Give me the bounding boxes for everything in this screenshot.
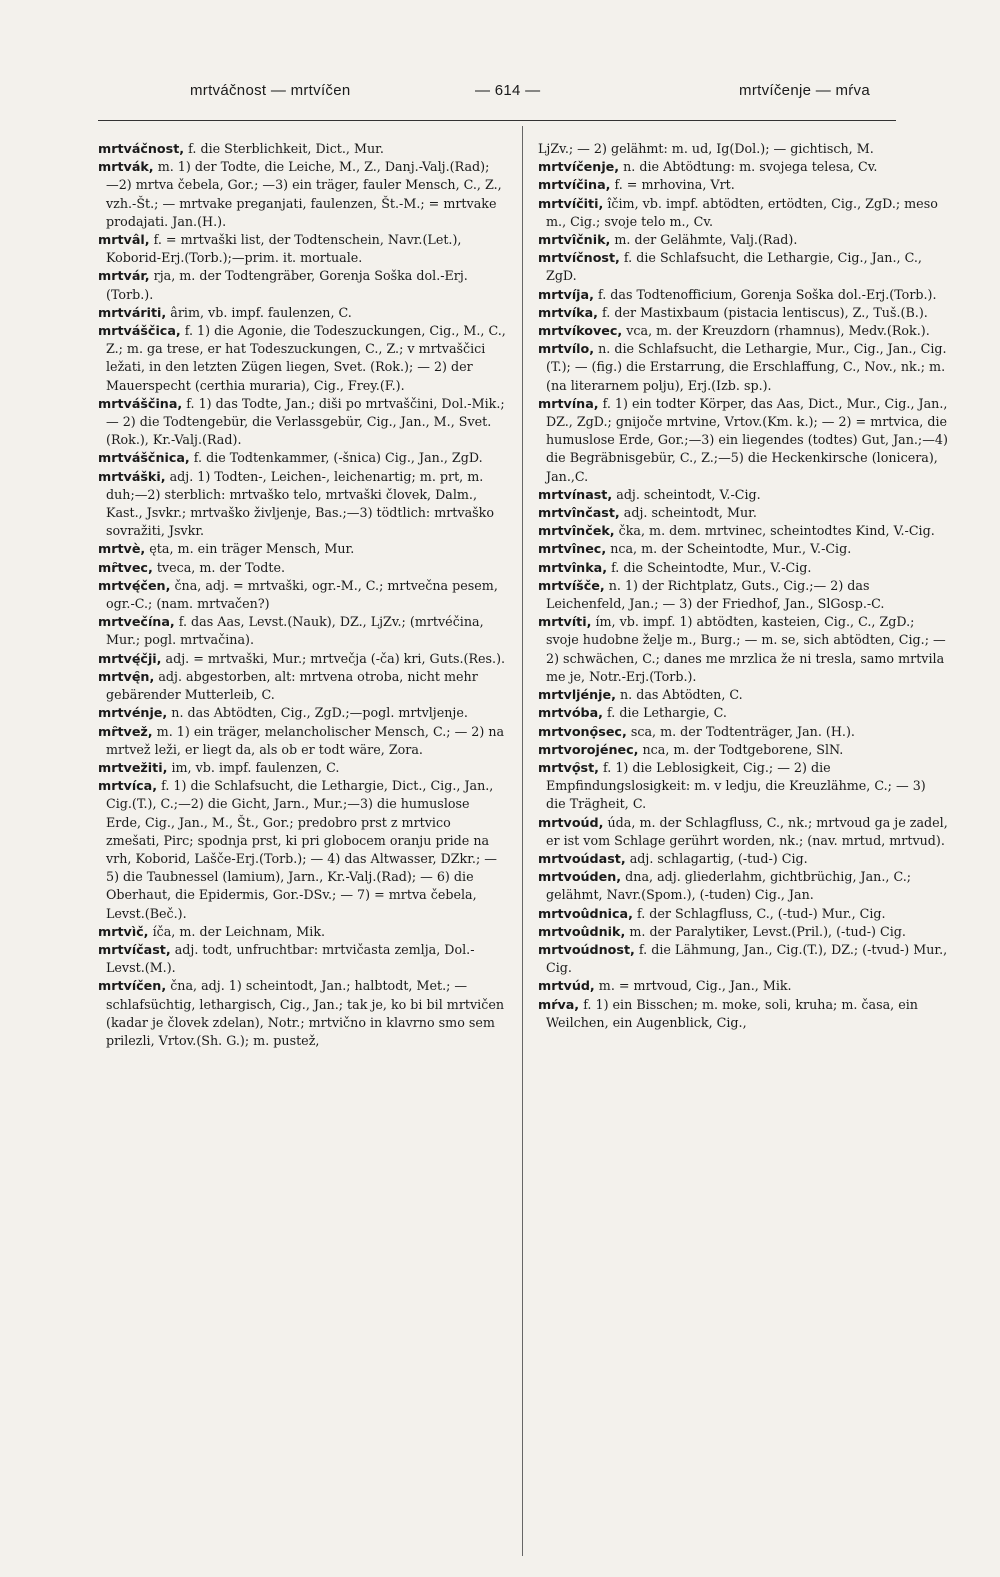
entry-definition: ęta, m. ein träger Mensch, Mur. <box>149 541 355 557</box>
dictionary-entry <box>538 741 948 759</box>
entry-definition: f. 1) ein todter Körper, das Aas, Dict., Mur., Cig., Jan., DZ., ZgD.; gnijoče mrtvine, Vrtov.(Km. k.); — 2) = mrtvica, die humuslose Erde, Gor.;—3) ein liegendes (todtes) Gut, Jan.;—4) die Begräbnisgebür, C., Z.;—5) die Heckenkirsche (lonicera), Jan.,C. <box>546 395 948 484</box>
dictionary-entry <box>98 613 506 649</box>
entry-headword: mrtvoûdnik, <box>538 923 626 939</box>
entry-headword: mrtvílo, <box>538 341 595 357</box>
entry-definition: im, vb. impf. faulenzen, C. <box>171 759 340 775</box>
entry-headword: mrtváščnica, <box>98 450 190 466</box>
entry-definition: ârim, vb. impf. faulenzen, C. <box>170 304 352 320</box>
dictionary-entry <box>98 668 506 704</box>
entry-headword: mrtvíčast, <box>98 941 171 957</box>
dictionary-entry <box>98 267 506 303</box>
entry-headword: mrtvę́čen, <box>98 577 171 593</box>
entry-headword: mrtvoúdast, <box>538 850 626 866</box>
entry-definition: úda, m. der Schlagfluss, C., nk.; mrtvoud ga je zadel, er ist vom Schlage gerührt worden, nk.; (nav. mrtud, mrtvud). <box>546 814 948 848</box>
entry-definition: adj. scheintodt, V.-Cig. <box>616 486 761 502</box>
entry-headword: mrtváški, <box>98 468 166 484</box>
entry-definition: f. das Todtenofficium, Gorenja Soška dol.-Erj.(Torb.). <box>597 286 937 302</box>
entry-definition: čna, adj. = mrtvaški, ogr.-M., C.; mrtvečna pesem, ogr.-C.; (nam. mrtvačen?) <box>106 577 498 612</box>
entry-definition: nca, m. der Todtgeborene, SlN. <box>642 741 844 757</box>
entry-definition: f. der Schlagfluss, C., (-tud-) Mur., Cig. <box>636 905 886 921</box>
dictionary-entry <box>538 613 948 686</box>
entry-headword: mrtvoûdnica, <box>538 905 633 921</box>
dictionary-entry <box>538 996 948 1032</box>
entry-definition: ím, vb. impf. 1) abtödten, kasteien, Cig., C., ZgD.; svoje hudobne želje m., Burg.; — m. se, sich abtödten, Cig.; — 2) schwächen, C.; danes me mrzlica že ni tresla, samo mrtvila me je, Notr.-Erj.(Torb.). <box>546 614 946 684</box>
entry-definition: n. die Schlafsucht, die Lethargie, Mur., Cig., Jan., Cig.(T.); — (fig.) die Erstarrung, die Erschlaffung, C., Nov., nk.; m. (na literarnem polju), Erj.(Izb. sp.). <box>546 341 947 393</box>
entry-headword: mrtvíčnost, <box>538 250 620 266</box>
page-header <box>190 78 870 104</box>
dictionary-entry <box>538 559 948 577</box>
entry-headword: mrtvorojénec, <box>538 741 639 757</box>
entry-headword: mrtváriti, <box>98 304 167 320</box>
entry-definition: čka, m. dem. mrtvinec, scheintodtes Kind, V.-Cig. <box>618 523 935 539</box>
entry-headword: mrtvíčen, <box>98 978 167 994</box>
dictionary-entry <box>98 977 506 1050</box>
entry-definition: f. die Sterblichkeit, Dict., Mur. <box>188 141 384 156</box>
dictionary-entry <box>538 195 948 231</box>
dictionary-entry <box>98 304 506 322</box>
entry-definition: adj. scheintodt, Mur. <box>623 505 757 521</box>
dictionary-entry <box>98 559 506 577</box>
header-rule <box>98 120 896 121</box>
entry-headword: mrtvoúd, <box>538 814 604 830</box>
dictionary-entry <box>538 340 948 395</box>
dictionary-entry <box>538 304 948 322</box>
entry-headword: mȓtvež, <box>98 723 153 739</box>
entry-headword: mrtvíka, <box>538 304 598 320</box>
dictionary-entry <box>538 868 948 904</box>
entry-headword: mrtvîčnik, <box>538 232 611 248</box>
entry-definition: f. die Lethargie, C. <box>607 705 727 721</box>
dictionary-entry <box>98 577 506 613</box>
entry-headword: mrtvečína, <box>98 614 175 630</box>
entry-definition: m. der Paralytiker, Levst.(Pril.), (-tud-) Cig. <box>629 923 906 939</box>
dictionary-entry <box>538 905 948 923</box>
dictionary-entry <box>538 486 948 504</box>
entry-definition: sca, m. der Todtenträger, Jan. (H.). <box>630 723 855 739</box>
entry-definition: dna, adj. gliederlahm, gichtbrüchig, Jan., C.; gelähmt, Navr.(Spom.), (-tuden) Cig., Jan. <box>546 869 912 903</box>
entry-headword: mrtvę̑n, <box>98 668 155 684</box>
entry-definition: m. 1) der Todte, die Leiche, M., Z., Danj.-Valj.(Rad); —2) mrtva čebela, Gor.; —3) ein träger, fauler Mensch, C., Z., vzh.-Št.; — mrtvake preganjati, faulenzen, Št.-M.; = mrtvake prodajati. Jan.(H.). <box>106 159 502 229</box>
dictionary-entry <box>538 395 948 486</box>
entry-headword: mrtvljénje, <box>538 687 616 703</box>
dictionary-entry <box>538 540 948 558</box>
entry-headword: mrtvînec, <box>538 541 607 557</box>
dictionary-entry <box>538 286 948 304</box>
dictionary-entry <box>538 504 948 522</box>
entry-headword: mrtvénje, <box>98 705 168 721</box>
entry-definition: vca, m. der Kreuzdorn (rhamnus), Medv.(Rok.). <box>626 323 930 339</box>
dictionary-entry <box>98 468 506 541</box>
entry-headword: mrtvíca, <box>98 778 158 794</box>
entry-headword: mrtváčnost, <box>98 141 185 156</box>
dictionary-entry <box>98 322 506 395</box>
entry-headword: mrtvíšče, <box>538 577 605 593</box>
entry-headword: mrtvonọ̑sec, <box>538 723 627 739</box>
entry-headword: mrtvóba, <box>538 705 603 721</box>
entry-headword: mrtvínast, <box>538 486 613 502</box>
entry-definition: f. = mrhovina, Vrt. <box>614 177 735 193</box>
dictionary-entry <box>538 249 948 285</box>
entry-definition: m. 1) ein träger, melancholischer Mensch, C.; — 2) na mrtvež leži, er liegt da, als ob er todt wäre, Zora. <box>106 723 505 757</box>
entry-definition: adj. schlagartig, (-tud-) Cig. <box>629 850 808 866</box>
entry-headword: mrtvák, <box>98 159 154 175</box>
page-number: — 614 — <box>475 82 541 99</box>
entry-headword: mrtvę́čji, <box>98 650 162 666</box>
entry-definition: f. die Lähmung, Jan., Cig.(T.), DZ.; (-tvud-) Mur., Cig. <box>546 941 948 976</box>
column-divider <box>522 126 523 1556</box>
entry-definition: f. 1) die Leblosigkeit, Cig.; — 2) die Empfindungslosigkeit: m. v ledju, die Kreuzlähme, C.; — 3) die Trägheit, C. <box>546 759 926 812</box>
entry-definition: nca, m. der Scheintodte, Mur., V.-Cig. <box>610 541 852 557</box>
entry-definition: íča, m. der Leichnam, Mik. <box>152 923 326 939</box>
dictionary-entry <box>98 140 506 158</box>
dictionary-entry <box>98 231 506 267</box>
dictionary-entry <box>98 941 506 977</box>
header-left-guide-words: mrtváčnost — mrtvíčen <box>190 82 351 99</box>
dictionary-entry <box>538 686 948 704</box>
entry-headword: mrtvár, <box>98 268 150 284</box>
entry-definition: adj. abgestorben, alt: mrtvena otroba, nicht mehr gebärender Mutterleib, C. <box>106 668 478 703</box>
entry-headword: mrtvežiti, <box>98 759 168 775</box>
entry-definition: f. 1) die Schlafsucht, die Lethargie, Dict., Cig., Jan., Cig.(T.), C.;—2) die Gicht, Jarn., Mur.;—3) die humuslose Erde, Cig., Jan., M., Št., Gor.; predobro prst z mrtvico zmešati, Pirc; spodnja prst, ki pri globocem oranju pride na vrh, Koborid, Lašče-Erj.(Torb.); — 4) das Altwasser, DZkr.; — 5) die Taubnessel (lamium), Jarn., Kr.-Valj.(Rad); — 6) die Oberhaut, die Epidermis, Gor.-DSv.; — 7) = mrtva čebela, Levst.(Beč.). <box>106 778 497 921</box>
dictionary-entry <box>538 977 948 995</box>
entry-definition: f. das Aas, Levst.(Nauk), DZ., LjZv.; (mrtvéčina, Mur.; pogl. mrtvačina). <box>106 614 484 648</box>
entry-definition: f. 1) ein Bisschen; m. moke, soli, kruha; m. časa, ein Weilchen, ein Augenblick, Cig., <box>546 996 918 1030</box>
entry-definition: n. das Abtödten, Cig., ZgD.;—pogl. mrtvljenje. <box>171 705 468 721</box>
dictionary-entry <box>538 140 948 158</box>
entry-headword: mrtvíčiti, <box>538 195 604 211</box>
entry-headword: mrtvînčast, <box>538 505 620 521</box>
entry-definition: adj. todt, unfruchtbar: mrtvičasta zemlja, Dol.-Levst.(M.). <box>106 941 475 976</box>
entry-headword: mrtvíja, <box>538 286 594 302</box>
dictionary-entry <box>538 158 948 176</box>
dictionary-entry <box>538 704 948 722</box>
entry-headword: mrtváščina, <box>98 395 183 411</box>
entry-headword: mrtvíti, <box>538 614 592 630</box>
dictionary-entry <box>98 158 506 231</box>
dictionary-entry <box>98 449 506 467</box>
dictionary-entry <box>98 704 506 722</box>
dictionary-entry <box>538 322 948 340</box>
dictionary-entry <box>98 395 506 450</box>
dictionary-entry <box>98 777 506 923</box>
entry-definition: f. 1) die Agonie, die Todeszuckungen, Cig., M., C., Z.; m. ga trese, er hat Todeszuckungen, C., Z.; v mrtvaščici ležati, in den letzten Zügen liegen, Svet. (Rok.); — 2) der Mauerspecht (certhia muraria), Cig., Frey.(F.). <box>106 323 506 393</box>
dictionary-entry <box>538 759 948 814</box>
dictionary-entry <box>538 723 948 741</box>
right-column <box>538 140 948 1032</box>
entry-headword: mrtvînka, <box>538 559 608 575</box>
entry-headword: mrtvìč, <box>98 923 149 939</box>
entry-definition: n. das Abtödten, C. <box>619 687 743 703</box>
entry-headword: mrtvoúden, <box>538 869 622 885</box>
dictionary-entry <box>538 522 948 540</box>
entry-headword: mrtvíkovec, <box>538 323 623 339</box>
header-right-guide-words: mrtvíčenje — mŕva <box>739 82 870 99</box>
entry-headword: mrtvoúdnost, <box>538 941 635 957</box>
entry-definition: čna, adj. 1) scheintodt, Jan.; halbtodt, Met.; — schlafsüchtig, lethargisch, Cig., Jan.; tak je, ko bi bil mrtvičen (kadar je človek zdelan), Notr.; mrtvično in klavrno smo sem prilezli, Vrtov.(Sh. G.); m. pustež, <box>106 978 504 1048</box>
dictionary-entry <box>538 923 948 941</box>
entry-definition: f. = mrtvaški list, der Todtenschein, Navr.(Let.), Koborid-Erj.(Torb.);—prim. it. mortuale. <box>106 232 462 266</box>
entry-headword: mȓtvec, <box>98 559 153 575</box>
dictionary-entry <box>98 540 506 558</box>
entry-definition: n. die Abtödtung: m. svojega telesa, Cv. <box>623 159 878 175</box>
dictionary-entry <box>538 941 948 977</box>
entry-definition: rja, m. der Todtengräber, Gorenja Soška dol.-Erj.(Torb.). <box>106 268 468 302</box>
entry-headword: mrtvíčina, <box>538 177 611 193</box>
entry-definition: tveca, m. der Todte. <box>156 559 286 575</box>
entry-definition: îčim, vb. impf. abtödten, ertödten, Cig., ZgD.; meso m., Cig.; svoje telo m., Cv. <box>546 195 938 229</box>
dictionary-entry <box>98 650 506 668</box>
entry-definition: f. die Scheintodte, Mur., V.-Cig. <box>611 559 812 575</box>
entry-headword: mrtvâl, <box>98 232 150 248</box>
entry-headword: mrtvînček, <box>538 523 615 539</box>
entry-headword: mrtvè, <box>98 541 146 557</box>
entry-definition: f. die Schlafsucht, die Lethargie, Cig., Jan., C., ZgD. <box>546 250 922 284</box>
dictionary-entry <box>98 759 506 777</box>
dictionary-entry <box>538 814 948 850</box>
entry-definition: f. die Todtenkammer, (-šnica) Cig., Jan., ZgD. <box>193 450 483 466</box>
dictionary-entry <box>98 723 506 759</box>
entry-definition: LjZv.; — 2) gelähmt: m. ud, Ig(Dol.); — gichtisch, M. <box>538 141 874 156</box>
entry-headword: mrtvọ̑st, <box>538 759 599 775</box>
entry-definition: n. 1) der Richtplatz, Guts., Cig.;— 2) das Leichenfeld, Jan.; — 3) der Friedhof, Jan., SlGosp.-C. <box>546 577 885 612</box>
entry-definition: f. 1) das Todte, Jan.; diši po mrtvaščini, Dol.-Mik.; — 2) die Todtengebür, die Verlassgebür, Cig., Jan., M., Svet. (Rok.), Kr.-Valj.(Rad). <box>106 395 505 448</box>
entry-headword: mrtvúd, <box>538 978 595 994</box>
entry-definition: m. der Gelähmte, Valj.(Rad). <box>614 232 798 248</box>
dictionary-entry <box>98 923 506 941</box>
entry-definition: adj. = mrtvaški, Mur.; mrtvečja (-ča) kri, Guts.(Res.). <box>165 650 506 666</box>
dictionary-entry <box>538 850 948 868</box>
dictionary-entry <box>538 231 948 249</box>
entry-headword: mŕva, <box>538 996 580 1012</box>
entry-headword: mrtvína, <box>538 395 599 411</box>
entry-headword: mrtváščica, <box>98 323 181 339</box>
dictionary-entry <box>538 176 948 194</box>
entry-definition: adj. 1) Todten-, Leichen-, leichenartig; m. prt, m. duh;—2) sterblich: mrtvaško telo, mrtvaški človek, Dalm., Kast., Jsvkr.; mrtvaško življenje, Bas.;—3) tödtlich: mrtvaško sovražiti, Jsvkr. <box>106 468 494 539</box>
entry-definition: m. = mrtvoud, Cig., Jan., Mik. <box>598 978 792 994</box>
entry-definition: f. der Mastixbaum (pistacia lentiscus), Z., Tuš.(B.). <box>602 304 928 320</box>
dictionary-entry <box>538 577 948 613</box>
entry-headword: mrtvíčenje, <box>538 159 620 175</box>
left-column <box>98 140 506 1050</box>
